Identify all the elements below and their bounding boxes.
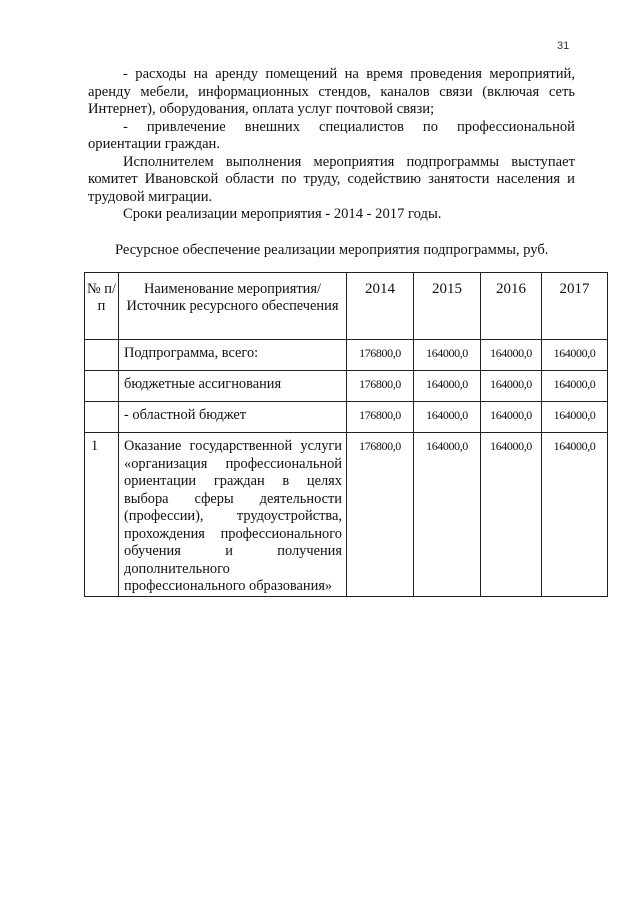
header-num: № п/п <box>85 273 119 340</box>
paragraph-implementation-period: Сроки реализации мероприятия - 2014 - 2017 годы. <box>123 206 442 222</box>
row-value-2014: 176800,0 <box>347 402 414 433</box>
row-value-2014: 176800,0 <box>347 433 414 597</box>
row-value-2015: 164000,0 <box>414 402 481 433</box>
paragraph-executor: Исполнителем выполнения мероприятия подпрограммы выступает комитет Ивановской области по труду, содействию занятости населения и трудовой миграции. <box>88 153 575 205</box>
table-row <box>85 402 608 433</box>
row-value-2015: 164000,0 <box>414 433 481 597</box>
row-num <box>85 340 119 371</box>
table-row <box>85 340 608 371</box>
row-name: бюджетные ассигнования <box>119 371 347 402</box>
row-num: 1 <box>85 433 119 597</box>
table-header-row <box>85 273 608 340</box>
paragraph-rental-costs: - расходы на аренду помещений на время проведения мероприятий, аренду мебели, информационных стендов, каналов связи (включая сеть Интернет), оборудования, оплата услуг почтовой связи; <box>88 66 575 117</box>
table-row <box>85 371 608 402</box>
row-value-2017: 164000,0 <box>542 402 608 433</box>
header-year-2014: 2014 <box>347 273 414 340</box>
header-year-2016: 2016 <box>481 273 542 340</box>
row-name: Подпрограмма, всего: <box>119 340 347 371</box>
row-value-2016: 164000,0 <box>481 433 542 597</box>
row-num <box>85 371 119 402</box>
header-name: Наименование мероприятия/Источник ресурсного обеспечения <box>119 273 347 340</box>
page-number: 31 <box>557 40 570 52</box>
row-value-2015: 164000,0 <box>414 340 481 371</box>
body-text <box>88 66 575 224</box>
row-value-2016: 164000,0 <box>481 402 542 433</box>
row-value-2014: 176800,0 <box>347 340 414 371</box>
row-value-2016: 164000,0 <box>481 371 542 402</box>
table-title: Ресурсное обеспечение реализации мероприятия подпрограммы, руб. <box>115 242 549 258</box>
row-value-2015: 164000,0 <box>414 371 481 402</box>
row-value-2014: 176800,0 <box>347 371 414 402</box>
table-row <box>85 433 608 597</box>
row-name: - областной бюджет <box>119 402 347 433</box>
resource-table <box>84 272 608 597</box>
row-value-2017: 164000,0 <box>542 340 608 371</box>
header-year-2015: 2015 <box>414 273 481 340</box>
row-value-2017: 164000,0 <box>542 433 608 597</box>
paragraph-external-specialists: - привлечение внешних специалистов по профессиональной ориентации граждан. <box>88 118 575 152</box>
row-name: Оказание государственной услуги «организация профессиональной ориентации граждан в целях выбора сферы деятельности (профессии), трудоустройства, прохождения профессионального обучения и получения дополнительного профессионального образования» <box>119 433 347 597</box>
row-num <box>85 402 119 433</box>
row-value-2016: 164000,0 <box>481 340 542 371</box>
header-year-2017: 2017 <box>542 273 608 340</box>
row-value-2017: 164000,0 <box>542 371 608 402</box>
